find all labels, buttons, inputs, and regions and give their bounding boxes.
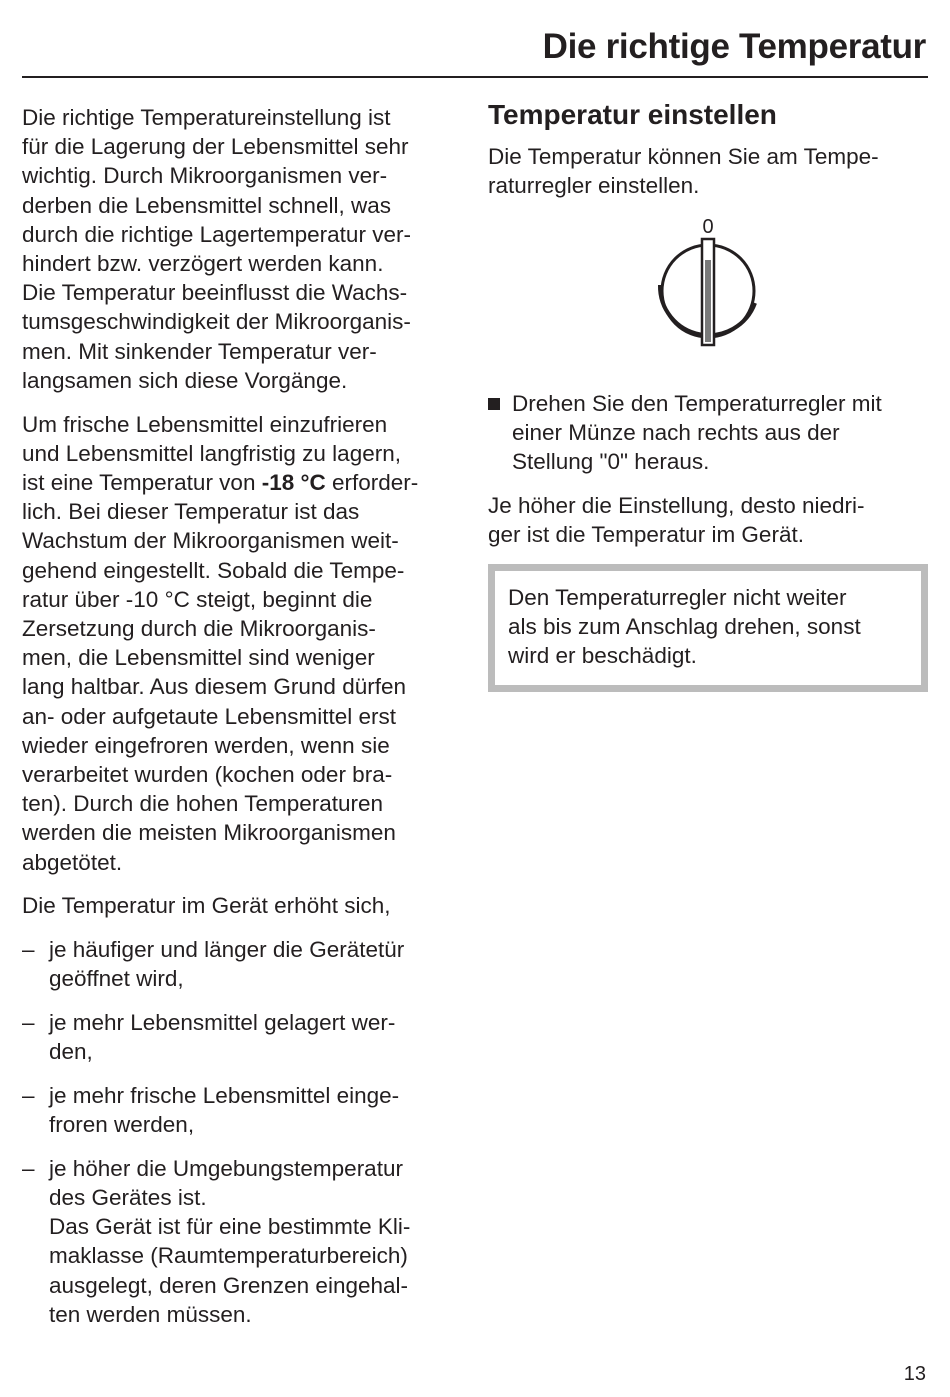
text-line: ratur über -10 °C steigt, beginnt die xyxy=(22,586,373,612)
text-fragment: erforder- xyxy=(325,469,419,495)
temperature-dial-icon xyxy=(650,215,760,350)
text-line: froren werden, xyxy=(49,1112,195,1137)
text-line: Die Temperatur beeinflusst die Wachs- xyxy=(22,280,408,306)
text-line: Die richtige Temperatureinstellung ist xyxy=(22,105,391,130)
dash-marker: – xyxy=(22,1155,35,1181)
text-line: hindert bzw. verzögert werden kann. xyxy=(22,251,384,277)
text-line: Stellung "0" heraus. xyxy=(512,449,710,475)
instruction-item xyxy=(488,389,928,477)
text-line: ten werden müssen. xyxy=(49,1301,252,1327)
square-bullet-icon xyxy=(488,398,500,410)
list-intro xyxy=(22,891,462,920)
text-line: ger ist die Temperatur im Gerät. xyxy=(488,522,804,548)
text-line: als bis zum Anschlag drehen, sonst xyxy=(508,614,861,640)
text-line: men, die Lebensmittel sind weniger xyxy=(22,645,375,671)
temperature-dial-figure xyxy=(488,215,928,365)
list-item xyxy=(22,1154,462,1329)
text-line: je mehr frische Lebensmittel einge- xyxy=(49,1082,400,1108)
text-line: Den Temperaturregler nicht weiter xyxy=(508,584,847,610)
text-line: raturregler einstellen. xyxy=(488,173,700,199)
dial-intro xyxy=(488,142,928,200)
text-line: Zersetzung durch die Mikroorganis- xyxy=(22,615,376,641)
text-line: für die Lagerung der Lebensmittel sehr xyxy=(22,134,409,160)
list-item xyxy=(22,1081,462,1139)
text-line: tumsgeschwindigkeit der Mikroorganis- xyxy=(22,309,411,335)
text-line: gehend eingestellt. Sobald die Tempe- xyxy=(22,557,405,583)
left-column xyxy=(22,103,462,1343)
dash-marker: – xyxy=(22,1009,35,1035)
dial-zero-label: 0 xyxy=(702,215,714,238)
text-line: men. Mit sinkender Temperatur ver- xyxy=(22,338,377,364)
text-line: lang haltbar. Aus diesem Grund dürfen xyxy=(22,674,406,700)
list-item xyxy=(22,1008,462,1066)
text-line: Das Gerät ist für eine bestimmte Kli- xyxy=(49,1214,411,1240)
text-line: verarbeitet wurden (kochen oder bra- xyxy=(22,761,393,787)
text-line: wichtig. Durch Mikroorganismen ver- xyxy=(22,163,388,189)
text-line: Wachstum der Mikroorganismen weit- xyxy=(22,528,399,554)
dash-marker: – xyxy=(22,936,35,962)
text-line: einer Münze nach rechts aus der xyxy=(512,420,840,446)
text-line: geöffnet wird, xyxy=(49,966,184,992)
section-heading: Temperatur einstellen xyxy=(488,99,777,130)
text-line: je höher die Umgebungstemperatur xyxy=(49,1155,403,1181)
text-line: lich. Bei dieser Temperatur ist das xyxy=(22,499,360,525)
intro-paragraph xyxy=(22,103,462,395)
text-line: langsamen sich diese Vorgänge. xyxy=(22,367,348,393)
text-line xyxy=(22,468,462,497)
text-line: den, xyxy=(49,1039,93,1065)
warning-note-box xyxy=(488,564,928,692)
dash-marker: – xyxy=(22,1082,35,1108)
text-line: durch die richtige Lagertemperatur ver- xyxy=(22,221,411,247)
text-line: je mehr Lebensmittel gelagert wer- xyxy=(49,1009,396,1035)
page-title: Die richtige Temperatur xyxy=(542,27,926,66)
text-line: des Gerätes ist. xyxy=(49,1184,207,1210)
right-column xyxy=(488,97,928,692)
text-line: Die Temperatur im Gerät erhöht sich, xyxy=(22,893,391,919)
text-line: ausgelegt, deren Grenzen eingehal- xyxy=(49,1272,409,1298)
header-rule xyxy=(22,76,928,78)
text-line: Um frische Lebensmittel einzufrieren xyxy=(22,411,388,437)
text-line: derben die Lebensmittel schnell, was xyxy=(22,192,391,218)
temperature-value: -18 °C xyxy=(261,469,326,495)
text-line: wird er beschädigt. xyxy=(508,643,697,669)
text-fragment: ist eine Temperatur von xyxy=(22,469,262,495)
text-line: je häufiger und länger die Gerätetür xyxy=(49,936,405,962)
text-line: und Lebensmittel langfristig zu lagern, xyxy=(22,440,401,466)
text-line: Je höher die Einstellung, desto niedri- xyxy=(488,493,865,519)
list-item xyxy=(22,935,462,993)
text-line: abgetötet. xyxy=(22,849,123,875)
text-line: ten). Durch die hohen Temperaturen xyxy=(22,791,384,817)
setting-explanation xyxy=(488,491,928,549)
text-line: wieder eingefroren werden, wenn sie xyxy=(22,732,390,758)
text-line: an- oder aufgetaute Lebensmittel erst xyxy=(22,703,396,729)
page-number: 13 xyxy=(903,1363,926,1385)
storage-temperature-paragraph xyxy=(22,410,462,877)
text-line: werden die meisten Mikroorganismen xyxy=(22,820,396,846)
text-line: maklasse (Raumtemperaturbereich) xyxy=(49,1243,408,1269)
text-line: Die Temperatur können Sie am Tempe- xyxy=(488,144,879,169)
dial-knob-shading xyxy=(705,260,711,342)
text-line: Drehen Sie den Temperaturregler mit xyxy=(512,390,882,416)
